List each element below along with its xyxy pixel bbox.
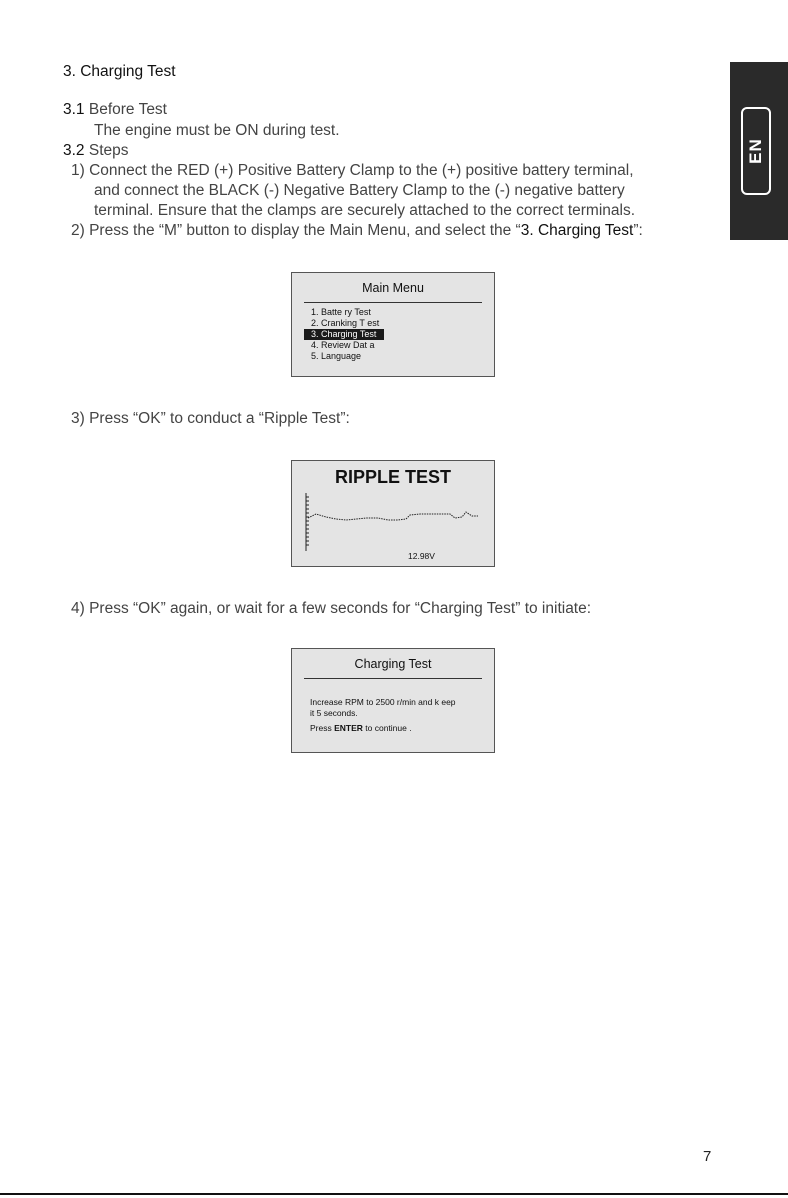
- charging-instruction-line1: Increase RPM to 2500 r/min and k eep: [310, 697, 456, 707]
- press-label: Press: [310, 723, 335, 733]
- charging-instruction-line2: it 5 seconds.: [310, 708, 358, 718]
- menu-item-charging-test[interactable]: 3. Charging Test: [304, 329, 384, 340]
- step1-line3: terminal. Ensure that the clamps are securely attached to the correct terminals.: [94, 202, 636, 219]
- step3-text: 3) Press “OK” to conduct a “Ripple Test”:: [71, 410, 350, 427]
- before-test-label: Before Test: [84, 101, 167, 118]
- page-number: 7: [703, 1148, 712, 1165]
- charging-test-divider: [304, 678, 482, 679]
- steps-label: Steps: [84, 142, 129, 159]
- step1-line1: 1) Connect the RED (+) Positive Battery Clamp to the (+) positive battery terminal,: [71, 162, 634, 179]
- main-menu-divider: [304, 302, 482, 303]
- ripple-test-screen: [291, 460, 495, 567]
- step2-highlight: 3. Charging Test: [520, 222, 634, 239]
- step2-suffix: ”:: [633, 222, 643, 239]
- step1-line2: and connect the BLACK (-) Negative Battery Clamp to the (-) negative battery: [94, 182, 625, 199]
- ripple-waveform-graph: [292, 461, 496, 568]
- language-label: EN: [746, 138, 765, 164]
- menu-item-review-data[interactable]: 4. Review Dat a: [311, 340, 375, 350]
- steps-number: 3.2: [63, 142, 85, 159]
- step2-text: [71, 222, 643, 240]
- charging-press-enter: [310, 723, 412, 734]
- menu-item-cranking-test[interactable]: 2. Cranking T est: [311, 318, 380, 328]
- section-title: 3. Charging Test: [63, 63, 176, 80]
- menu-item-language[interactable]: 5. Language: [311, 351, 362, 361]
- step4-text: 4) Press “OK” again, or wait for a few seconds for “Charging Test” to initiate:: [71, 600, 592, 617]
- step2-prefix: 2) Press the “M” button to display the Main Menu, and select the “: [71, 222, 521, 239]
- charging-test-screen: [291, 648, 495, 753]
- language-badge: [741, 107, 771, 195]
- continue-label: to continue .: [362, 723, 412, 733]
- before-test-heading: [63, 101, 167, 119]
- ripple-test-title: RIPPLE TEST: [334, 467, 451, 487]
- main-menu-screen: [291, 272, 495, 377]
- before-test-number: 3.1: [63, 101, 85, 118]
- steps-heading: [63, 142, 129, 160]
- charging-test-title: Charging Test: [354, 657, 432, 671]
- menu-item-battery-test[interactable]: 1. Batte ry Test: [311, 307, 371, 317]
- main-menu-title: Main Menu: [362, 281, 424, 295]
- enter-key-label: ENTER: [334, 723, 363, 733]
- ripple-voltage-readout: 12.98V: [408, 551, 435, 561]
- language-side-tab: [730, 62, 788, 240]
- footer-rule: [0, 1193, 788, 1195]
- before-test-text: The engine must be ON during test.: [94, 122, 340, 139]
